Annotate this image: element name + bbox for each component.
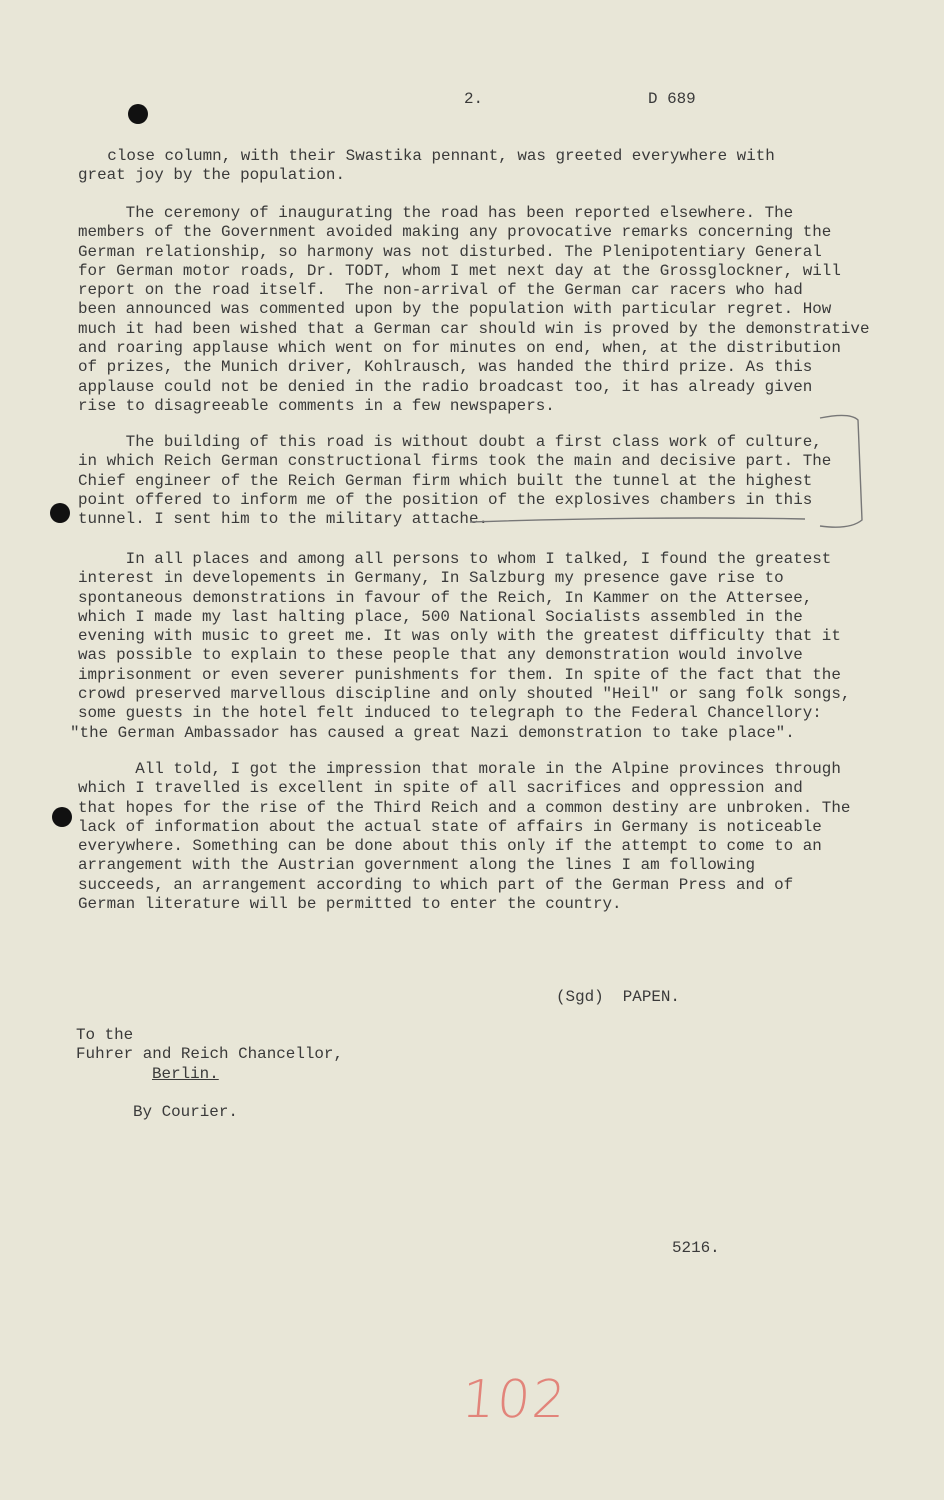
text-line: crowd preserved marvellous discipline and only shouted "Heil" or sang folk songs,: [78, 685, 851, 704]
text-line: The ceremony of inaugurating the road has been reported elsewhere. The: [78, 204, 794, 222]
text-line: arrangement with the Austrian government along the lines I am following: [78, 856, 756, 875]
signature: (Sgd) PAPEN.: [556, 988, 680, 1006]
text-line: "the German Ambassador has caused a great Nazi demonstration to take place".: [70, 723, 795, 742]
text-line: that hopes for the rise of the Third Reich and a common destiny are unbroken. The: [78, 798, 851, 817]
text-line: tunnel. I sent him to the military attache.: [78, 510, 489, 529]
text-line: interest in developements in Germany, In Salzburg my presence gave rise to: [78, 569, 784, 588]
text-line: German literature will be permitted to enter the country.: [78, 895, 622, 914]
address-line: Fuhrer and Reich Chancellor,: [76, 1045, 344, 1063]
address-line: To the: [76, 1026, 134, 1044]
page-number: 2.: [464, 90, 484, 108]
text-line: great joy by the population.: [78, 166, 346, 185]
text-line: which I made my last halting place, 500 National Socialists assembled in the: [78, 607, 803, 626]
text-line: evening with music to greet me. It was only with the greatest difficulty that it: [78, 627, 841, 646]
paragraph-4: [70, 550, 851, 743]
text-line: in which Reich German constructional firms took the main and decisive part. The: [78, 452, 832, 471]
text-line: applause could not be denied in the radio broadcast too, it has already given: [78, 377, 813, 396]
paragraph-5: [78, 760, 850, 914]
text-line: was possible to explain to these people that any demonstration would involve: [78, 646, 803, 665]
text-line: The building of this road is without doubt a first class work of culture,: [78, 433, 822, 451]
text-line: close column, with their Swastika pennant, was greeted everywhere with: [31, 147, 775, 165]
text-line: and roaring applause which went on for minutes on end, when, at the distribution: [78, 339, 841, 358]
text-line: point offered to inform me of the position of the explosives chambers in this: [78, 490, 813, 509]
text-line: All told, I got the impression that morale in the Alpine provinces through: [78, 760, 841, 778]
text-line: been announced was commented upon by the population with particular regret. How: [78, 300, 832, 319]
text-line: everywhere. Something can be done about this only if the attempt to come to an: [78, 837, 822, 856]
footer-number: 5216.: [672, 1239, 720, 1257]
document-reference: D 689: [648, 90, 696, 108]
text-line: German relationship, so harmony was not disturbed. The Plenipotentiary General: [78, 242, 822, 261]
text-line: members of the Government avoided making any provocative remarks concerning the: [78, 223, 832, 242]
text-line: succeeds, an arrangement according to which part of the German Press and of: [78, 875, 794, 894]
text-line: rise to disagreeable comments in a few newspapers.: [78, 396, 555, 415]
text-line: for German motor roads, Dr. TODT, whom I met next day at the Grossglockner, will: [78, 261, 841, 280]
text-line: lack of information about the actual state of affairs in Germany is noticeable: [78, 817, 822, 836]
text-line: imprisonment or even severer punishments for them. In spite of the fact that the: [78, 665, 841, 684]
text-line: which I travelled is excellent in spite of all sacrifices and oppression and: [78, 779, 803, 798]
handwritten-page-number: 102: [459, 1370, 570, 1430]
address-city: Berlin.: [152, 1065, 219, 1083]
text-line: some guests in the hotel felt induced to telegraph to the Federal Chancellory:: [78, 704, 822, 723]
text-line: In all places and among all persons to whom I talked, I found the greatest: [78, 550, 832, 568]
text-line: report on the road itself. The non-arrival of the German car racers who had: [78, 281, 803, 300]
delivery-note: By Courier.: [133, 1103, 238, 1121]
text-line: of prizes, the Munich driver, Kohlrausch, was handed the third prize. As this: [78, 358, 813, 377]
text-line: much it had been wished that a German car should win is proved by the demonstrative: [78, 319, 870, 338]
text-line: spontaneous demonstrations in favour of the Reich, In Kammer on the Attersee,: [78, 588, 813, 607]
text-line: Chief engineer of the Reich German firm which built the tunnel at the highest: [78, 471, 813, 490]
